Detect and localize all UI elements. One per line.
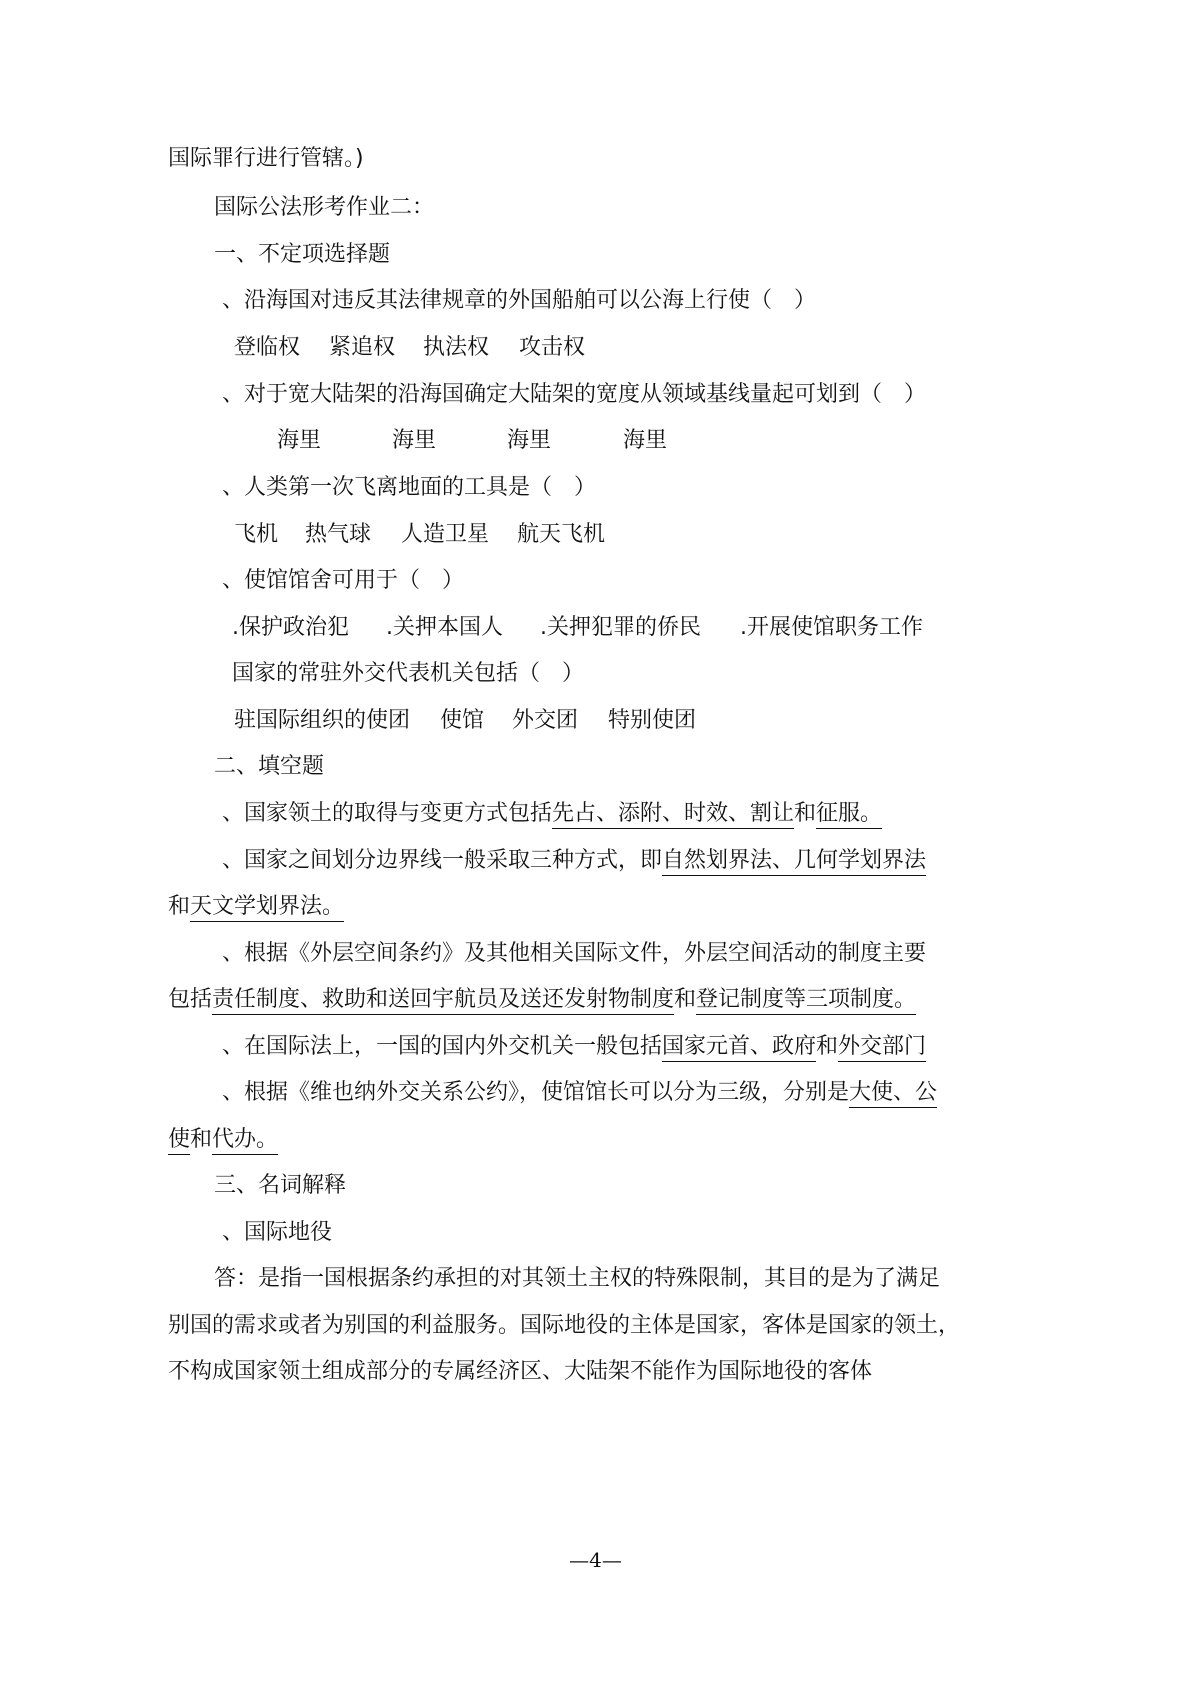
section-heading-choice: 一、不定项选择题 [214, 242, 391, 267]
option: 人造卫星 [401, 522, 490, 547]
assignment-title: 国际公法形考作业二： [214, 195, 435, 220]
option: 飞机 [234, 522, 279, 547]
fill-3-cont [168, 985, 916, 1015]
fill-2-cont [168, 892, 344, 922]
question-1-options [234, 333, 585, 363]
fill-text: 和 [190, 1127, 213, 1152]
fill-text: 、根据《维也纳外交关系公约》，使馆馆长可以分为三级，分别是 [222, 1080, 850, 1105]
section-heading-fill: 二、填空题 [214, 754, 325, 779]
fill-5-cont [168, 1125, 278, 1155]
fill-answer: 外交部门 [838, 1034, 926, 1062]
answer-line-1: 答：是指一国根据条约承担的对其领土主权的特殊限制，其目的是为了满足 [214, 1266, 941, 1291]
fill-5 [222, 1078, 937, 1108]
question-5: 国家的常驻外交代表机关包括（ ） [232, 661, 585, 686]
fill-text: 和 [816, 1034, 839, 1059]
answer-line-2: 别国的需求或者为别国的利益服务。国际地役的主体是国家，客体是国家的领土， [168, 1313, 961, 1338]
option: 紧追权 [329, 335, 396, 360]
option: 登临权 [234, 335, 301, 360]
page-number: —4— [569, 1548, 622, 1572]
question-2: 、对于宽大陆架的沿海国确定大陆架的宽度从领域基线量起可划到（ ） [222, 382, 927, 407]
option: 使馆 [440, 708, 485, 733]
fill-answer: 征服。 [816, 801, 882, 829]
fill-text: 、国家领土的取得与变更方式包括 [222, 801, 553, 826]
fill-1 [222, 799, 882, 829]
option: 海里 [623, 428, 668, 453]
option: 海里 [277, 428, 322, 453]
term-1: 、国际地役 [222, 1220, 333, 1245]
fill-text: 和 [674, 987, 697, 1012]
option: 特别使团 [608, 708, 697, 733]
question-3: 、人类第一次飞离地面的工具是（ ） [222, 475, 597, 500]
question-1: 、沿海国对违反其法律规章的外国船舶可以公海上行使（ ） [222, 288, 817, 313]
option: .关押本国人 [386, 615, 503, 640]
fill-answer: 代办。 [212, 1127, 278, 1155]
option: 外交团 [512, 708, 579, 733]
question-3-options [234, 520, 605, 550]
option: .保护政治犯 [232, 615, 349, 640]
fill-answer: 天文学划界法。 [190, 894, 344, 922]
question-5-options [234, 706, 696, 736]
fill-answer: 使 [168, 1127, 190, 1155]
section-heading-terms: 三、名词解释 [214, 1173, 347, 1198]
fill-text: 和 [168, 894, 191, 919]
option: 热气球 [305, 522, 372, 547]
fill-answer: 国家元首、政府 [662, 1034, 816, 1062]
fill-answer: 大使、公 [849, 1080, 937, 1108]
fill-text: 、国家之间划分边界线一般采取三种方式，即 [222, 848, 663, 873]
question-4: 、使馆馆舍可用于（ ） [222, 568, 465, 593]
option: 海里 [507, 428, 552, 453]
option: 驻国际组织的使团 [234, 708, 411, 733]
fill-text: 、在国际法上，一国的国内外交机关一般包括 [222, 1034, 663, 1059]
question-4-options [232, 613, 923, 643]
option: .关押犯罪的侨民 [540, 615, 701, 640]
fill-answer: 登记制度等三项制度。 [696, 987, 916, 1015]
fill-answer: 先占、添附、时效、割让 [552, 801, 794, 829]
fill-2 [222, 846, 926, 876]
answer-line-3: 不构成国家领土组成部分的专属经济区、大陆架不能作为国际地役的客体 [168, 1359, 873, 1384]
fill-answer: 自然划界法、几何学划界法 [662, 848, 926, 876]
option: 航天飞机 [517, 522, 606, 547]
fill-4 [222, 1032, 926, 1062]
fill-3: 、根据《外层空间条约》及其他相关国际文件，外层空间活动的制度主要 [222, 941, 927, 966]
fill-text: 和 [794, 801, 817, 826]
question-2-options [277, 426, 667, 456]
option: .开展使馆职务工作 [740, 615, 923, 640]
option: 攻击权 [519, 335, 586, 360]
fill-text: 包括 [168, 987, 213, 1012]
option: 执法权 [423, 335, 490, 360]
option: 海里 [392, 428, 437, 453]
fill-answer: 责任制度、救助和送回宇航员及送还发射物制度 [212, 987, 674, 1015]
continuation-line: 国际罪行进行管辖。) [168, 146, 364, 171]
